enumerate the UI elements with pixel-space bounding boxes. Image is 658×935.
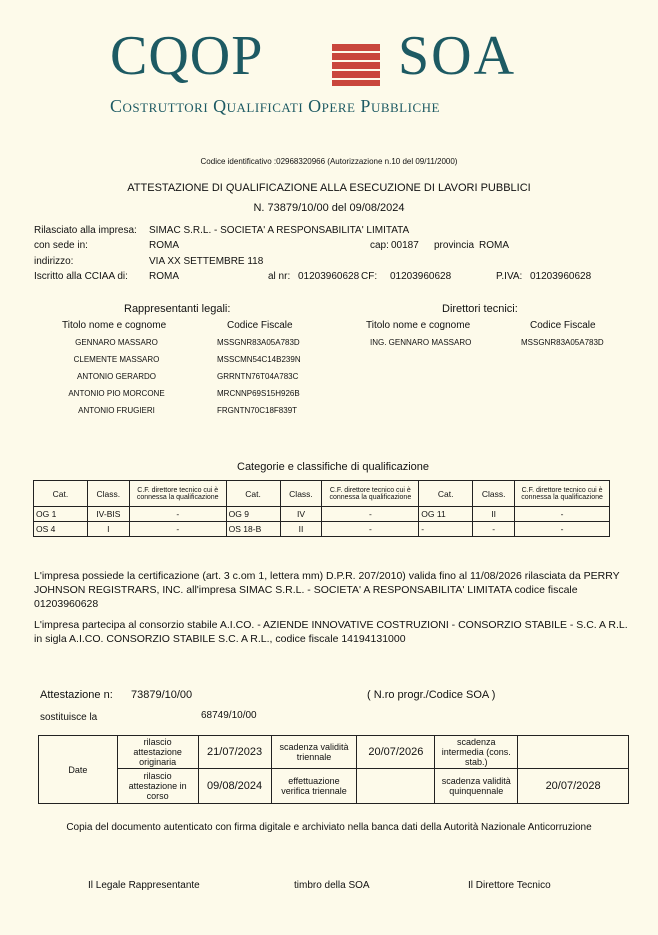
legal-reps-heading: Rappresentanti legali: bbox=[124, 303, 231, 315]
header-class: Class. bbox=[280, 481, 322, 507]
attestation-note: ( N.ro progr./Codice SOA ) bbox=[367, 689, 496, 701]
table-row bbox=[34, 507, 610, 522]
legal-rep-name: ANTONIO PIO MORCONE bbox=[68, 389, 165, 398]
category-cell: OG 11 bbox=[419, 507, 473, 522]
legal-rep-name: GENNARO MASSARO bbox=[75, 338, 158, 347]
verification-value bbox=[357, 769, 435, 804]
intermediate-value bbox=[518, 736, 629, 769]
seat-label: con sede in: bbox=[34, 240, 88, 251]
legal-rep-cf: MRCNNP69S15H926B bbox=[217, 389, 300, 398]
category-cell: OS 4 bbox=[34, 522, 88, 537]
technical-signature-label: Il Direttore Tecnico bbox=[468, 880, 551, 891]
address-value: VIA XX SETTEMBRE 118 bbox=[149, 256, 264, 267]
current-label: rilascio attestazione in corso bbox=[117, 769, 198, 804]
cf-cell: - bbox=[515, 507, 610, 522]
nr-label: al nr: bbox=[268, 271, 291, 282]
piva-value: 01203960628 bbox=[530, 271, 592, 282]
tech-directors-col-cf: Codice Fiscale bbox=[530, 320, 596, 331]
header-cf: C.F. direttore tecnico cui è connessa la qualificazione bbox=[515, 481, 610, 507]
cf-cell: - bbox=[515, 522, 610, 537]
header-cf: C.F. direttore tecnico cui è connessa la qualificazione bbox=[129, 481, 226, 507]
legal-reps-col-name: Titolo nome e cognome bbox=[62, 320, 167, 331]
cap-label: cap: bbox=[370, 240, 389, 251]
address-label: indirizzo: bbox=[34, 256, 74, 267]
tech-directors-heading: Direttori tecnici: bbox=[442, 303, 518, 315]
category-cell: OG 9 bbox=[226, 507, 280, 522]
class-cell: I bbox=[87, 522, 129, 537]
current-value: 09/08/2024 bbox=[198, 769, 271, 804]
attestation-label: Attestazione n: bbox=[40, 689, 113, 701]
legal-rep-cf: MSSCMN54C14B239N bbox=[217, 355, 301, 364]
certification-text: L'impresa possiede la certificazione (art. 3 c.om 1, lettera mm) D.P.R. 207/2010) valida fino al 11/08/2026 rilasciata da PERRY JOHNSON REGISTRARS, INC. all'impresa SIMAC S.R.L. - SOCIETA' A RESPONSABILITA' LIMITATA codice fiscale 01203960628 bbox=[34, 570, 620, 610]
legal-rep-cf: GRRNTN76T04A783C bbox=[217, 372, 299, 381]
tech-directors-col-name: Titolo nome e cognome bbox=[366, 320, 471, 331]
original-label: rilascio attestazione originaria bbox=[117, 736, 198, 769]
class-cell: II bbox=[473, 507, 515, 522]
replaces-value: 68749/10/00 bbox=[201, 710, 257, 721]
brick-logo-icon bbox=[332, 44, 380, 86]
legal-rep-name: ANTONIO GERARDO bbox=[77, 372, 156, 381]
consortium-text: L'impresa partecipa al consorzio stabile A.I.CO. - AZIENDE INNOVATIVE COSTRUZIONI - CONSORZIO STABILE - S.C. A R.L. in sigla A.I.CO. CONSORZIO STABILE S.C. A R.L., codice fiscale 14194131000 bbox=[34, 619, 628, 645]
seat-value: ROMA bbox=[149, 240, 179, 251]
logo-cqop-text: CQOP bbox=[110, 25, 264, 87]
verification-label: effettuazione verifica triennale bbox=[271, 769, 357, 804]
triennial-value: 20/07/2026 bbox=[357, 736, 435, 769]
cf-value: 01203960628 bbox=[390, 271, 452, 282]
cciaa-value: ROMA bbox=[149, 271, 179, 282]
logo-subtitle: Costruttori Qualificati Opere Pubbliche bbox=[110, 96, 440, 116]
header-class: Class. bbox=[473, 481, 515, 507]
header-cf: C.F. direttore tecnico cui è connessa la qualificazione bbox=[322, 481, 419, 507]
header-cat: Cat. bbox=[419, 481, 473, 507]
province-label: provincia bbox=[434, 240, 475, 251]
legal-rep-name: CLEMENTE MASSARO bbox=[73, 355, 160, 364]
issued-value: SIMAC S.R.L. - SOCIETA' A RESPONSABILITA' LIMITATA bbox=[149, 225, 410, 236]
cap-value: 00187 bbox=[391, 240, 419, 251]
cf-cell: - bbox=[129, 507, 226, 522]
legal-reps-col-cf: Codice Fiscale bbox=[227, 320, 293, 331]
attestation-value: 73879/10/00 bbox=[131, 689, 193, 701]
table-row bbox=[34, 522, 610, 537]
quinquennial-label: scadenza validità quinquennale bbox=[435, 769, 518, 804]
triennial-label: scadenza validità triennale bbox=[271, 736, 357, 769]
category-cell: - bbox=[419, 522, 473, 537]
dates-row-label: Date bbox=[39, 736, 118, 804]
original-value: 21/07/2023 bbox=[198, 736, 271, 769]
header-cat: Cat. bbox=[34, 481, 88, 507]
quinquennial-value: 20/07/2028 bbox=[518, 769, 629, 804]
class-cell: - bbox=[473, 522, 515, 537]
class-cell: II bbox=[280, 522, 322, 537]
footer-note: Copia del documento autenticato con firma digitale e archiviato nella banca dati della Autorità Nazionale Anticorruzione bbox=[66, 822, 592, 833]
category-cell: OS 18-B bbox=[226, 522, 280, 537]
categories-header-row bbox=[34, 481, 610, 507]
table-row bbox=[39, 736, 629, 769]
province-value: ROMA bbox=[479, 240, 509, 251]
cf-cell: - bbox=[322, 522, 419, 537]
legal-rep-cf: FRGNTN70C18F839T bbox=[217, 406, 298, 415]
legal-signature-label: Il Legale Rappresentante bbox=[88, 880, 200, 891]
cf-cell: - bbox=[129, 522, 226, 537]
categories-heading: Categorie e classifiche di qualificazione bbox=[237, 461, 429, 473]
piva-label: P.IVA: bbox=[496, 271, 523, 282]
class-cell: IV bbox=[280, 507, 322, 522]
stamp-label: timbro della SOA bbox=[294, 880, 370, 891]
logo-soa-text: SOA bbox=[398, 25, 517, 87]
dates-table bbox=[38, 735, 629, 804]
code-line: Codice identificativo :02968320966 (Autorizzazione n.10 del 09/11/2000) bbox=[200, 157, 458, 166]
replaces-label: sostituisce la bbox=[40, 712, 98, 723]
document-number: N. 73879/10/00 del 09/08/2024 bbox=[253, 202, 405, 214]
legal-rep-name: ANTONIO FRUGIERI bbox=[78, 406, 155, 415]
header-cat: Cat. bbox=[226, 481, 280, 507]
cf-label: CF: bbox=[361, 271, 378, 282]
cf-cell: - bbox=[322, 507, 419, 522]
document-title: ATTESTAZIONE DI QUALIFICAZIONE ALLA ESECUZIONE DI LAVORI PUBBLICI bbox=[127, 182, 531, 194]
category-cell: OG 1 bbox=[34, 507, 88, 522]
cciaa-label: Iscritto alla CCIAA di: bbox=[34, 271, 128, 282]
intermediate-label: scadenza intermedia (cons. stab.) bbox=[435, 736, 518, 769]
legal-rep-cf: MSSGNR83A05A783D bbox=[217, 338, 300, 347]
table-row bbox=[39, 769, 629, 804]
tech-director-name: ING. GENNARO MASSARO bbox=[370, 338, 472, 347]
header-class: Class. bbox=[87, 481, 129, 507]
class-cell: IV-BIS bbox=[87, 507, 129, 522]
issued-label: Rilasciato alla impresa: bbox=[34, 225, 137, 236]
nr-value: 01203960628 bbox=[298, 271, 360, 282]
tech-director-cf: MSSGNR83A05A783D bbox=[521, 338, 604, 347]
categories-table bbox=[33, 480, 610, 537]
